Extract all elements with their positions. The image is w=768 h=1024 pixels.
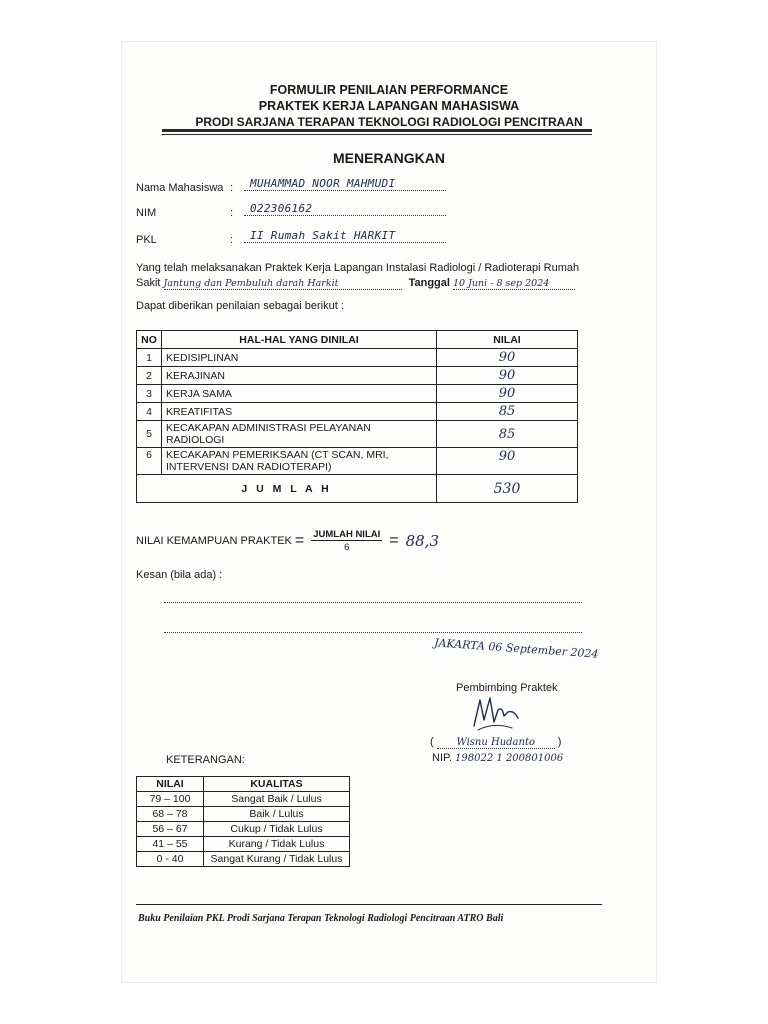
total-label: J U M L A H: [137, 475, 437, 503]
grade-quality: Baik / Lulus: [204, 807, 350, 822]
formula-fraction: [311, 529, 382, 553]
row-item-line-1: KECAKAPAN PEMERIKSAAN (CT SCAN, MRI,: [166, 449, 389, 461]
table-row: [137, 807, 350, 822]
row-no: 5: [137, 421, 162, 448]
nip-value: 198022 1 200801006: [455, 753, 564, 764]
field-nim: [136, 202, 313, 219]
row-score: 90: [437, 349, 578, 367]
formula-numerator: JUMLAH NILAI: [313, 529, 381, 540]
table-row: [137, 852, 350, 867]
row-score: 90: [437, 448, 578, 475]
assessment-header-row: [137, 331, 578, 349]
assessment-table: [136, 330, 578, 503]
row-no: 2: [137, 367, 162, 385]
header-line-1: FORMULIR PENILAIAN PERFORMANCE: [269, 83, 509, 97]
header-line-2: PRAKTEK KERJA LAPANGAN MAHASISWA: [258, 99, 520, 113]
score-formula: [136, 529, 439, 553]
signature-place-date: JAKARTA 06 September 2024: [433, 636, 599, 661]
name-open-paren: (: [430, 736, 434, 748]
page-footer: Buku Penilaian PKL Prodi Sarjana Terapan Teknologi Radiologi Pencitraan ATRO Bali: [138, 913, 504, 924]
kesan-line-1: [164, 602, 582, 603]
kesan-line-2: [164, 632, 582, 633]
col-no: NO: [137, 331, 162, 349]
keterangan-label: KETERANGAN:: [166, 754, 245, 766]
sakit-value: Jantung dan Pembuluh darah Harkit: [164, 278, 402, 290]
signature-name: Wisnu Hudanto: [437, 737, 555, 749]
handwritten-signature: [468, 692, 528, 736]
grade-range: 0 - 40: [137, 852, 204, 867]
pkl-value: II Rumah Sakit HARKIT: [244, 229, 446, 243]
statement-line-1: Yang telah melaksanakan Praktek Kerja Lapangan Instalasi Radiologi / Radioterapi Rumah: [136, 262, 580, 274]
grade-quality: Sangat Baik / Lulus: [204, 792, 350, 807]
nim-value: 022306162: [244, 202, 446, 216]
header-rule-thin: [162, 134, 592, 135]
row-no: 1: [137, 349, 162, 367]
row-no: 6: [137, 448, 162, 475]
form-header: [122, 82, 656, 130]
table-row: [137, 403, 578, 421]
form-sheet: [122, 42, 656, 982]
row-no: 4: [137, 403, 162, 421]
formula-denominator: 6: [344, 542, 350, 553]
table-row: [137, 349, 578, 367]
nama-colon: :: [230, 182, 234, 194]
row-item: KREATIFITAS: [162, 403, 437, 421]
grading-table: [136, 776, 350, 867]
tanggal-label: Tanggal: [408, 277, 450, 289]
row-item: KEDISIPLINAN: [162, 349, 437, 367]
section-heading: MENERANGKAN: [333, 150, 445, 166]
table-row: [137, 837, 350, 852]
pkl-colon: :: [230, 234, 234, 246]
nama-label: Nama Mahasiswa: [136, 182, 224, 194]
kesan-label: Kesan (bila ada) :: [136, 569, 223, 581]
total-row: [137, 475, 578, 503]
grading-header-row: [137, 777, 350, 792]
formula-result: 88,3: [405, 532, 439, 550]
signature-name-line: [430, 736, 561, 749]
pkl-label: PKL: [136, 234, 157, 246]
formula-label: NILAI KEMAMPUAN PRAKTEK: [136, 535, 292, 547]
row-score: 85: [437, 421, 578, 448]
footer-rule: [136, 904, 602, 905]
table-row: [137, 421, 578, 448]
sakit-label: Sakit: [136, 277, 161, 289]
formula-eq-1: =: [294, 532, 305, 549]
grade-range: 79 – 100: [137, 792, 204, 807]
col-item: HAL-HAL YANG DINILAI: [162, 331, 437, 349]
grade-quality: Sangat Kurang / Tidak Lulus: [204, 852, 350, 867]
col-nilai: NILAI: [137, 777, 204, 792]
row-item: KERAJINAN: [162, 367, 437, 385]
total-value: 530: [437, 475, 578, 503]
col-kualitas: KUALITAS: [204, 777, 350, 792]
grade-quality: Kurang / Tidak Lulus: [204, 837, 350, 852]
nim-colon: :: [230, 207, 234, 219]
row-item: [162, 448, 437, 475]
row-score: 90: [437, 385, 578, 403]
row-no: 3: [137, 385, 162, 403]
table-row: [137, 792, 350, 807]
nim-label: NIM: [136, 207, 157, 219]
row-item-line-2: INTERVENSI DAN RADIOTERAPI): [166, 461, 332, 473]
signature-nip: [432, 752, 563, 764]
table-row: [137, 448, 578, 475]
statement-line-2: [136, 277, 596, 290]
table-row: [137, 367, 578, 385]
nama-value: MUHAMMAD NOOR MAHMUDI: [244, 177, 446, 191]
intro-text: Dapat diberikan penilaian sebagai berikut :: [136, 300, 344, 312]
grade-range: 56 – 67: [137, 822, 204, 837]
row-item: KERJA SAMA: [162, 385, 437, 403]
nip-label: NIP.: [432, 752, 452, 764]
tanggal-value: 10 Juni - 8 sep 2024: [453, 278, 575, 290]
grade-range: 68 – 78: [137, 807, 204, 822]
signature-role: Pembimbing Praktek: [456, 682, 558, 694]
table-row: [137, 385, 578, 403]
row-score: 85: [437, 403, 578, 421]
field-nama: [136, 177, 396, 194]
formula-eq-2: =: [389, 532, 399, 549]
grade-quality: Cukup / Tidak Lulus: [204, 822, 350, 837]
row-score: 90: [437, 367, 578, 385]
row-item: KECAKAPAN ADMINISTRASI PELAYANAN RADIOLOGI: [162, 421, 437, 448]
table-row: [137, 822, 350, 837]
header-line-3: PRODI SARJANA TERAPAN TEKNOLOGI RADIOLOGI PENCITRAAN: [195, 115, 583, 129]
grade-range: 41 – 55: [137, 837, 204, 852]
field-pkl: [136, 229, 396, 246]
col-score: NILAI: [437, 331, 578, 349]
header-rule-thick: [162, 129, 592, 132]
name-close-paren: ): [557, 736, 562, 748]
